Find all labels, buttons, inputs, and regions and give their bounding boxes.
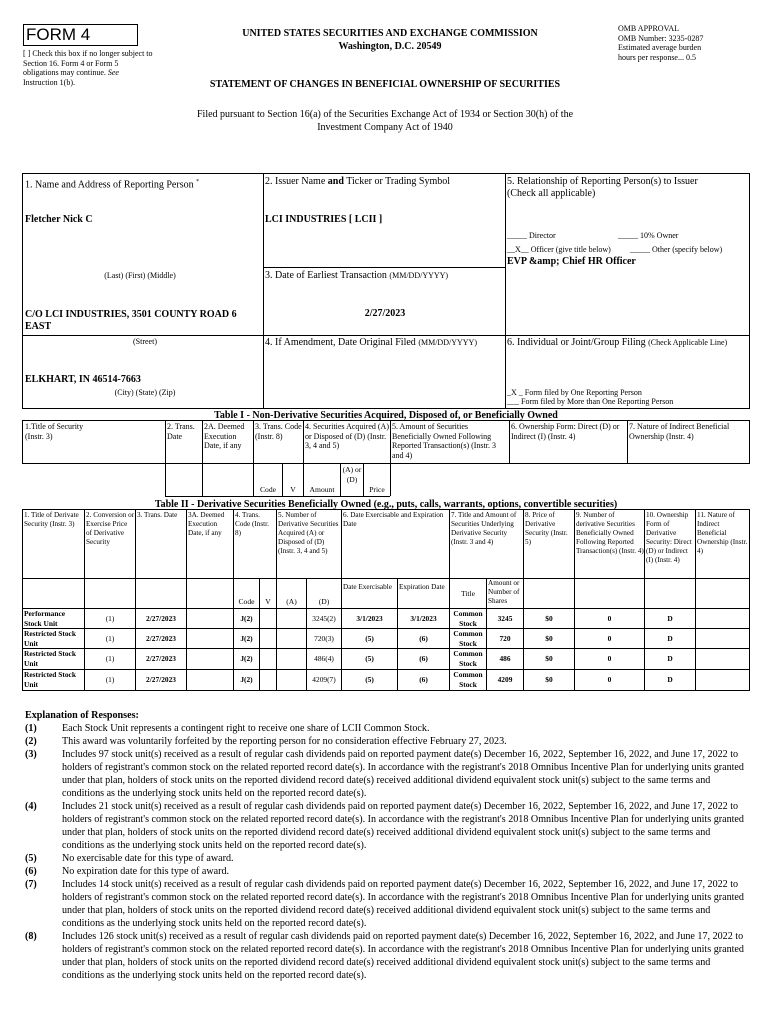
explanation-note [25, 852, 745, 865]
amend-label-text: 4. If Amendment, Date Original Filed [265, 337, 416, 348]
t2-row-3-u-title: Common Stock [453, 649, 483, 668]
t2-row-4-form: D [667, 675, 673, 684]
rel-officer: __X__ Officer (give title below) [507, 245, 611, 254]
t2-row-1-owned: 0 [607, 614, 612, 623]
explanation-note-number: (1) [25, 723, 37, 734]
t2-c11 [695, 509, 696, 691]
col-divider-1 [263, 173, 264, 408]
right-border-top [749, 173, 750, 408]
rel-director: _____ Director [507, 231, 556, 240]
relationship-label-2: (Check all applicable) [507, 188, 596, 199]
t2-h9: 9. Number of derivative Securities Beneficially Owned Following Reported Transaction(s) (Instr. 4) [576, 511, 644, 555]
t2-row-4-conv: (1) [105, 675, 115, 684]
t2-row-4-code: J(2) [240, 675, 253, 684]
t2-row-1-date: 2/27/2023 [146, 614, 176, 623]
name-divider [22, 335, 263, 336]
t2-row-3-expiration: (6) [419, 654, 428, 663]
t2-row-1-code: J(2) [240, 614, 253, 623]
t2-row-1-u-amount: 3245 [497, 614, 513, 623]
t1-h1: 1.Title of Security (Instr. 3) [25, 422, 84, 441]
reporting-label-text: 1. Name and Address of Reporting Person [25, 179, 194, 191]
issuer-divider-b [263, 335, 750, 336]
t2-sub-a: (A) [286, 597, 297, 606]
explanation-note-number: (5) [25, 853, 37, 864]
filing-label-text: 6. Individual or Joint/Group Filing [507, 337, 646, 348]
explanation-note-number: (4) [25, 801, 37, 812]
t2-h2: 2. Conversion or Exercise Price of Derivative Security [86, 511, 135, 546]
t2-row-3-exercisable: (5) [365, 654, 374, 663]
issuer-divider-a [263, 267, 505, 268]
t2-row-3-bottom [22, 669, 750, 670]
filing-label [507, 337, 747, 349]
explanation-note-number: (8) [25, 931, 37, 942]
issuer-label-a: 2. Issuer Name [265, 176, 326, 187]
issuer-label [265, 176, 450, 188]
t2-row-3-form: D [667, 654, 673, 663]
t2-row-4-u-title: Common Stock [453, 670, 483, 689]
t1-sub-divider [22, 463, 750, 464]
t1-c7 [627, 420, 628, 464]
agency-name: UNITED STATES SECURITIES AND EXCHANGE COMMISSION [242, 28, 538, 39]
t2-c6 [341, 509, 342, 691]
reporting-city-label: (City) (State) (Zip) [114, 388, 176, 397]
t2-c4v [259, 578, 260, 691]
t1-left [22, 420, 23, 464]
check-note [23, 49, 153, 87]
t1-sub-code: Code [259, 485, 277, 494]
t2-row-3-d: 486(4) [314, 654, 334, 663]
t2-row-2-price: $0 [545, 634, 553, 643]
explanation-note [25, 878, 745, 930]
explanation-note-text: Includes 126 stock unit(s) received as a result of regular cash dividends paid on reported payment date(s) December 16, 2022, September 16, 2022, and June 17, 2022 to holders of registrant's common stock on the related reported record date(s). In accordance with the registrant's 2018 Omnibus Incentive Plan for underlying units granted under that plan, holders of stock units on the reported dividend record date(s) received additional dividend equivalent stock unit(s) subject to the same terms and conditions as the underlying stock units held on the reported record date(s). [62, 931, 744, 981]
issuer-name: LCI INDUSTRIES [ LCII ] [265, 214, 383, 225]
t2-row-4-expiration: (6) [419, 675, 428, 684]
t2-h6: 6. Date Exercisable and Expiration Date [343, 511, 444, 528]
earliest-date-label-text: 3. Date of Earliest Transaction [265, 270, 387, 281]
explanation-note-text: Includes 21 stock unit(s) received as a result of regular cash dividends paid on reported payment date(s) December 16, 2022, September 16, 2022, and June 17, 2022 to holders of registrant's common stock on the related reported record date(s). In accordance with the registrant's 2018 Omnibus Incentive Plan for underlying units granted under that plan, holders of stock units on the reported dividend record date(s) received additional dividend equivalent stock unit(s) subject to the same terms and conditions as the underlying stock units held on the reported record date(s). [62, 801, 744, 851]
t2-row-3-title: Restricted Stock Unit [24, 649, 76, 668]
t1-h2: 2. Trans. Date [167, 422, 195, 441]
t2-row-4-title: Restricted Stock Unit [24, 670, 76, 689]
t2-row-3-date: 2/27/2023 [146, 654, 176, 663]
t2-h8: 8. Price of Derivative Security (Instr. 5) [525, 511, 568, 546]
t1-h2a: 2A. Deemed Execution Date, if any [204, 422, 245, 450]
relationship-label [507, 176, 747, 200]
t2-c3a [186, 509, 187, 691]
check-note-see: See [107, 68, 119, 77]
t2-row-1-exercisable: 3/1/2023 [356, 614, 383, 623]
t2-row-2-exercisable: (5) [365, 634, 374, 643]
omb-line-4: hours per response... 0.5 [618, 52, 696, 62]
t2-sub-title: Title [460, 589, 476, 598]
t2-row-3-conv: (1) [105, 654, 115, 663]
left-border-top [22, 173, 23, 408]
explanation-title: Explanation of Responses: [25, 710, 139, 721]
t2-c9 [574, 509, 575, 691]
t2-row-1-d: 3245(2) [312, 614, 336, 623]
t2-row-2-bottom [22, 648, 750, 649]
filed-pursuant-1: Filed pursuant to Section 16(a) of the Securities Exchange Act of 1934 or Section 30(h) of the [196, 109, 574, 120]
explanation-note [25, 865, 745, 878]
explanation-note-text: Includes 14 stock unit(s) received as a result of regular cash dividends paid on reported payment date(s) December 16, 2022, September 16, 2022, and June 17, 2022 to holders of registrant's common stock on the related reported record date(s). In accordance with the registrant's 2018 Omnibus Incentive Plan for underlying units granted under that plan, holders of stock units on the reported dividend record date(s) received additional dividend equivalent stock unit(s) subject to the same terms and conditions as the underlying stock units held on the reported record date(s). [62, 879, 744, 929]
explanation-note [25, 748, 745, 800]
explanation-note-number: (3) [25, 749, 37, 760]
issuer-label-and: and [327, 176, 344, 187]
t1-h6: 6. Ownership Form: Direct (D) or Indirect (I) (Instr. 4) [511, 422, 620, 441]
explanation-note [25, 722, 745, 735]
t2-h10: 10. Ownership Form of Derivative Security: Direct (D) or Indirect (I) (Instr. 4) [646, 511, 692, 564]
col-divider-2 [505, 173, 506, 408]
reporting-address: C/O LCI INDUSTRIES, 3501 COUNTY ROAD 6 EAST [25, 309, 237, 332]
t2-sub-divider [22, 578, 750, 579]
t2-row-3-owned: 0 [607, 654, 612, 663]
t2-h5: 5. Number of Derivative Securities Acquired (A) or Disposed of (D) (Instr. 3, 4 and 5) [278, 511, 339, 555]
t2-row-2-form: D [667, 634, 673, 643]
t1-c2 [165, 420, 166, 496]
t2-sub-amount: Amount or Number of Shares [488, 579, 520, 605]
t2-sub-v: V [265, 597, 271, 606]
t2-h11: 11. Nature of Indirect Beneficial Ownership (Instr. 4) [697, 511, 748, 555]
t2-sub-code: Code [238, 597, 255, 606]
t2-row-2-u-amount: 720 [499, 634, 511, 643]
t2-h3: 3. Trans. Date [137, 511, 178, 519]
t1-h5: 5. Amount of Securities Beneficially Owned Following Reported Transaction(s) (Instr. 3 and 4) [392, 422, 496, 460]
statement-title: STATEMENT OF CHANGES IN BENEFICIAL OWNERSHIP OF SECURITIES [209, 79, 561, 90]
issuer-label-b: Ticker or Trading Symbol [346, 176, 451, 187]
explanation-note-text: No exercisable date for this type of award. [62, 853, 234, 864]
t2-row-2-code: J(2) [240, 634, 253, 643]
t1-c2a [202, 420, 203, 496]
t2-row-1-conv: (1) [105, 614, 115, 623]
omb-line-1: OMB APPROVAL [618, 24, 679, 33]
t2-row-1-bottom [22, 628, 750, 629]
t2-row-4-owned: 0 [607, 675, 612, 684]
reporting-name-parts: (Last) (First) (Middle) [104, 271, 176, 280]
t2-row-2-d: 720(3) [314, 634, 334, 643]
explanation-note-text: Each Stock Unit represents a contingent right to receive one share of LCII Common Stock. [62, 723, 430, 734]
top-border [22, 173, 750, 174]
t1-bottom [165, 496, 390, 497]
explanation-notes [25, 722, 745, 982]
omb-approval [618, 24, 748, 62]
t2-row-1-title: Performance Stock Unit [24, 609, 66, 628]
explanation-note-number: (6) [25, 866, 37, 877]
explanation-note [25, 930, 745, 982]
reporting-city: ELKHART, IN 46514-7663 [25, 374, 141, 385]
t2-h3a: 3A. Deemed Execution Date, if any [188, 511, 225, 537]
t2-body-top [22, 608, 750, 609]
t2-row-3-price: $0 [545, 654, 553, 663]
t2-row-3-u-amount: 486 [499, 654, 511, 663]
reporting-street-label: (Street) [133, 337, 157, 346]
t2-h4: 4. Trans. Code (Instr. 8) [235, 511, 269, 537]
earliest-date-label [265, 270, 448, 282]
amend-label [265, 337, 477, 349]
t1-h3: 3. Trans. Code (Instr. 8) [255, 422, 302, 441]
t2-c3 [135, 509, 136, 691]
t2-row-2-u-title: Common Stock [453, 629, 483, 648]
reporting-label-mark: * [196, 179, 200, 185]
earliest-date: 2/27/2023 [364, 308, 406, 319]
t1-h7: 7. Nature of Indirect Beneficial Ownership (Instr. 4) [629, 422, 730, 441]
earliest-date-label-fmt: (MM/DD/YYYY) [389, 271, 449, 280]
reporting-label [25, 176, 199, 191]
t2-bottom [22, 690, 750, 691]
t2-row-4-price: $0 [545, 675, 553, 684]
explanation-note [25, 800, 745, 852]
t2-row-4-date: 2/27/2023 [146, 675, 176, 684]
t2-row-1-u-title: Common Stock [453, 609, 483, 628]
t2-right [749, 509, 750, 691]
table1-title: Table I - Non-Derivative Securities Acquired, Disposed of, or Beneficially Owned [214, 410, 558, 421]
t1-right [749, 420, 750, 464]
t1-c6 [509, 420, 510, 464]
t1-sub-price: Price [369, 485, 385, 494]
t2-row-1-expiration: 3/1/2023 [410, 614, 437, 623]
t2-c10 [644, 509, 645, 691]
t2-left [22, 509, 23, 691]
explanation-note-text: This award was voluntarily forfeited by the reporting person for no consideration effective February 27, 2023. [62, 736, 507, 747]
rel-other: _____ Other (specify below) [630, 245, 723, 254]
table2-title: Table II - Derivative Securities Beneficially Owned (e.g., puts, calls, warrants, options, convertible securities) [154, 499, 618, 510]
t2-c2 [84, 509, 85, 691]
omb-line-3: Estimated average burden [618, 43, 702, 52]
table2-header-top [22, 509, 750, 510]
explanation-section [25, 709, 745, 982]
check-note-text: [ ] Check this box if no longer subject to Section 16. Form 4 or Form 5 obligations may continue. [23, 49, 153, 77]
t2-sub-d: (D) [318, 597, 330, 606]
omb-line-2: OMB Number: 3235-0287 [618, 33, 704, 43]
agency-city: Washington, D.C. 20549 [338, 41, 442, 52]
t2-sub-exercisable: Date Exercisable [343, 583, 392, 591]
table1-header-top [22, 420, 750, 421]
t2-h1: 1. Title of Derivate Security (Instr. 3) [24, 511, 79, 528]
explanation-note [25, 735, 745, 748]
filing-one: _X _ Form filed by One Reporting Person [507, 388, 642, 397]
t2-row-4-d: 4209(7) [312, 675, 336, 684]
t1-h4: 4. Securities Acquired (A) or Disposed of (D) (Instr. 3, 4 and 5) [305, 422, 389, 450]
amend-label-fmt: (MM/DD/YYYY) [418, 338, 477, 347]
explanation-note-text: Includes 97 stock unit(s) received as a result of regular cash dividends paid on reported payment date(s) December 16, 2022, September 16, 2022, and June 17, 2022 to holders of registrant's common stock on the related reported record date(s). In accordance with the registrant's 2018 Omnibus Incentive Plan for underlying units granted under that plan, holders of stock units on the reported dividend record date(s) received additional dividend equivalent stock unit(s) subject to the same terms and conditions as the underlying stock units held on the reported record date(s). [62, 749, 744, 799]
filed-pursuant-2: Investment Company Act of 1940 [317, 122, 453, 133]
t2-row-2-date: 2/27/2023 [146, 634, 176, 643]
check-note-instr: Instruction 1(b). [23, 77, 75, 87]
rel-title: EVP &amp; Chief HR Officer [507, 256, 636, 267]
explanation-note-text: No expiration date for this type of award. [62, 866, 230, 877]
t2-row-4-exercisable: (5) [365, 675, 374, 684]
t1-sub-amount: Amount [309, 485, 335, 494]
reporting-name: Fletcher Nick C [25, 214, 93, 225]
t1-sub-v: V [290, 485, 296, 494]
t2-row-2-owned: 0 [607, 634, 612, 643]
t2-row-2-conv: (1) [105, 634, 115, 643]
t2-row-1-price: $0 [545, 614, 553, 623]
t2-row-1-form: D [667, 614, 673, 623]
explanation-note-number: (2) [25, 736, 37, 747]
t2-row-3-code: J(2) [240, 654, 253, 663]
form-title: FORM 4 [26, 25, 91, 44]
t2-h7: 7. Title and Amount of Securities Underlying Derivative Security (Instr. 3 and 4) [451, 511, 517, 546]
t1-sub-aord: (A) or (D) [342, 465, 362, 484]
filing-more: ___ Form filed by More than One Reporting Person [507, 397, 674, 406]
filing-label-note: (Check Applicable Line) [648, 338, 728, 347]
relationship-label-1: 5. Relationship of Reporting Person(s) to Issuer [507, 176, 698, 187]
t2-row-2-expiration: (6) [419, 634, 428, 643]
t2-sub-expiration: Expiration Date [399, 583, 445, 591]
t2-row-2-title: Restricted Stock Unit [24, 629, 76, 648]
rel-ten-pct: _____ 10% Owner [618, 231, 679, 240]
explanation-note-number: (7) [25, 879, 37, 890]
table1-top [22, 408, 750, 409]
t2-row-4-u-amount: 4209 [497, 675, 513, 684]
